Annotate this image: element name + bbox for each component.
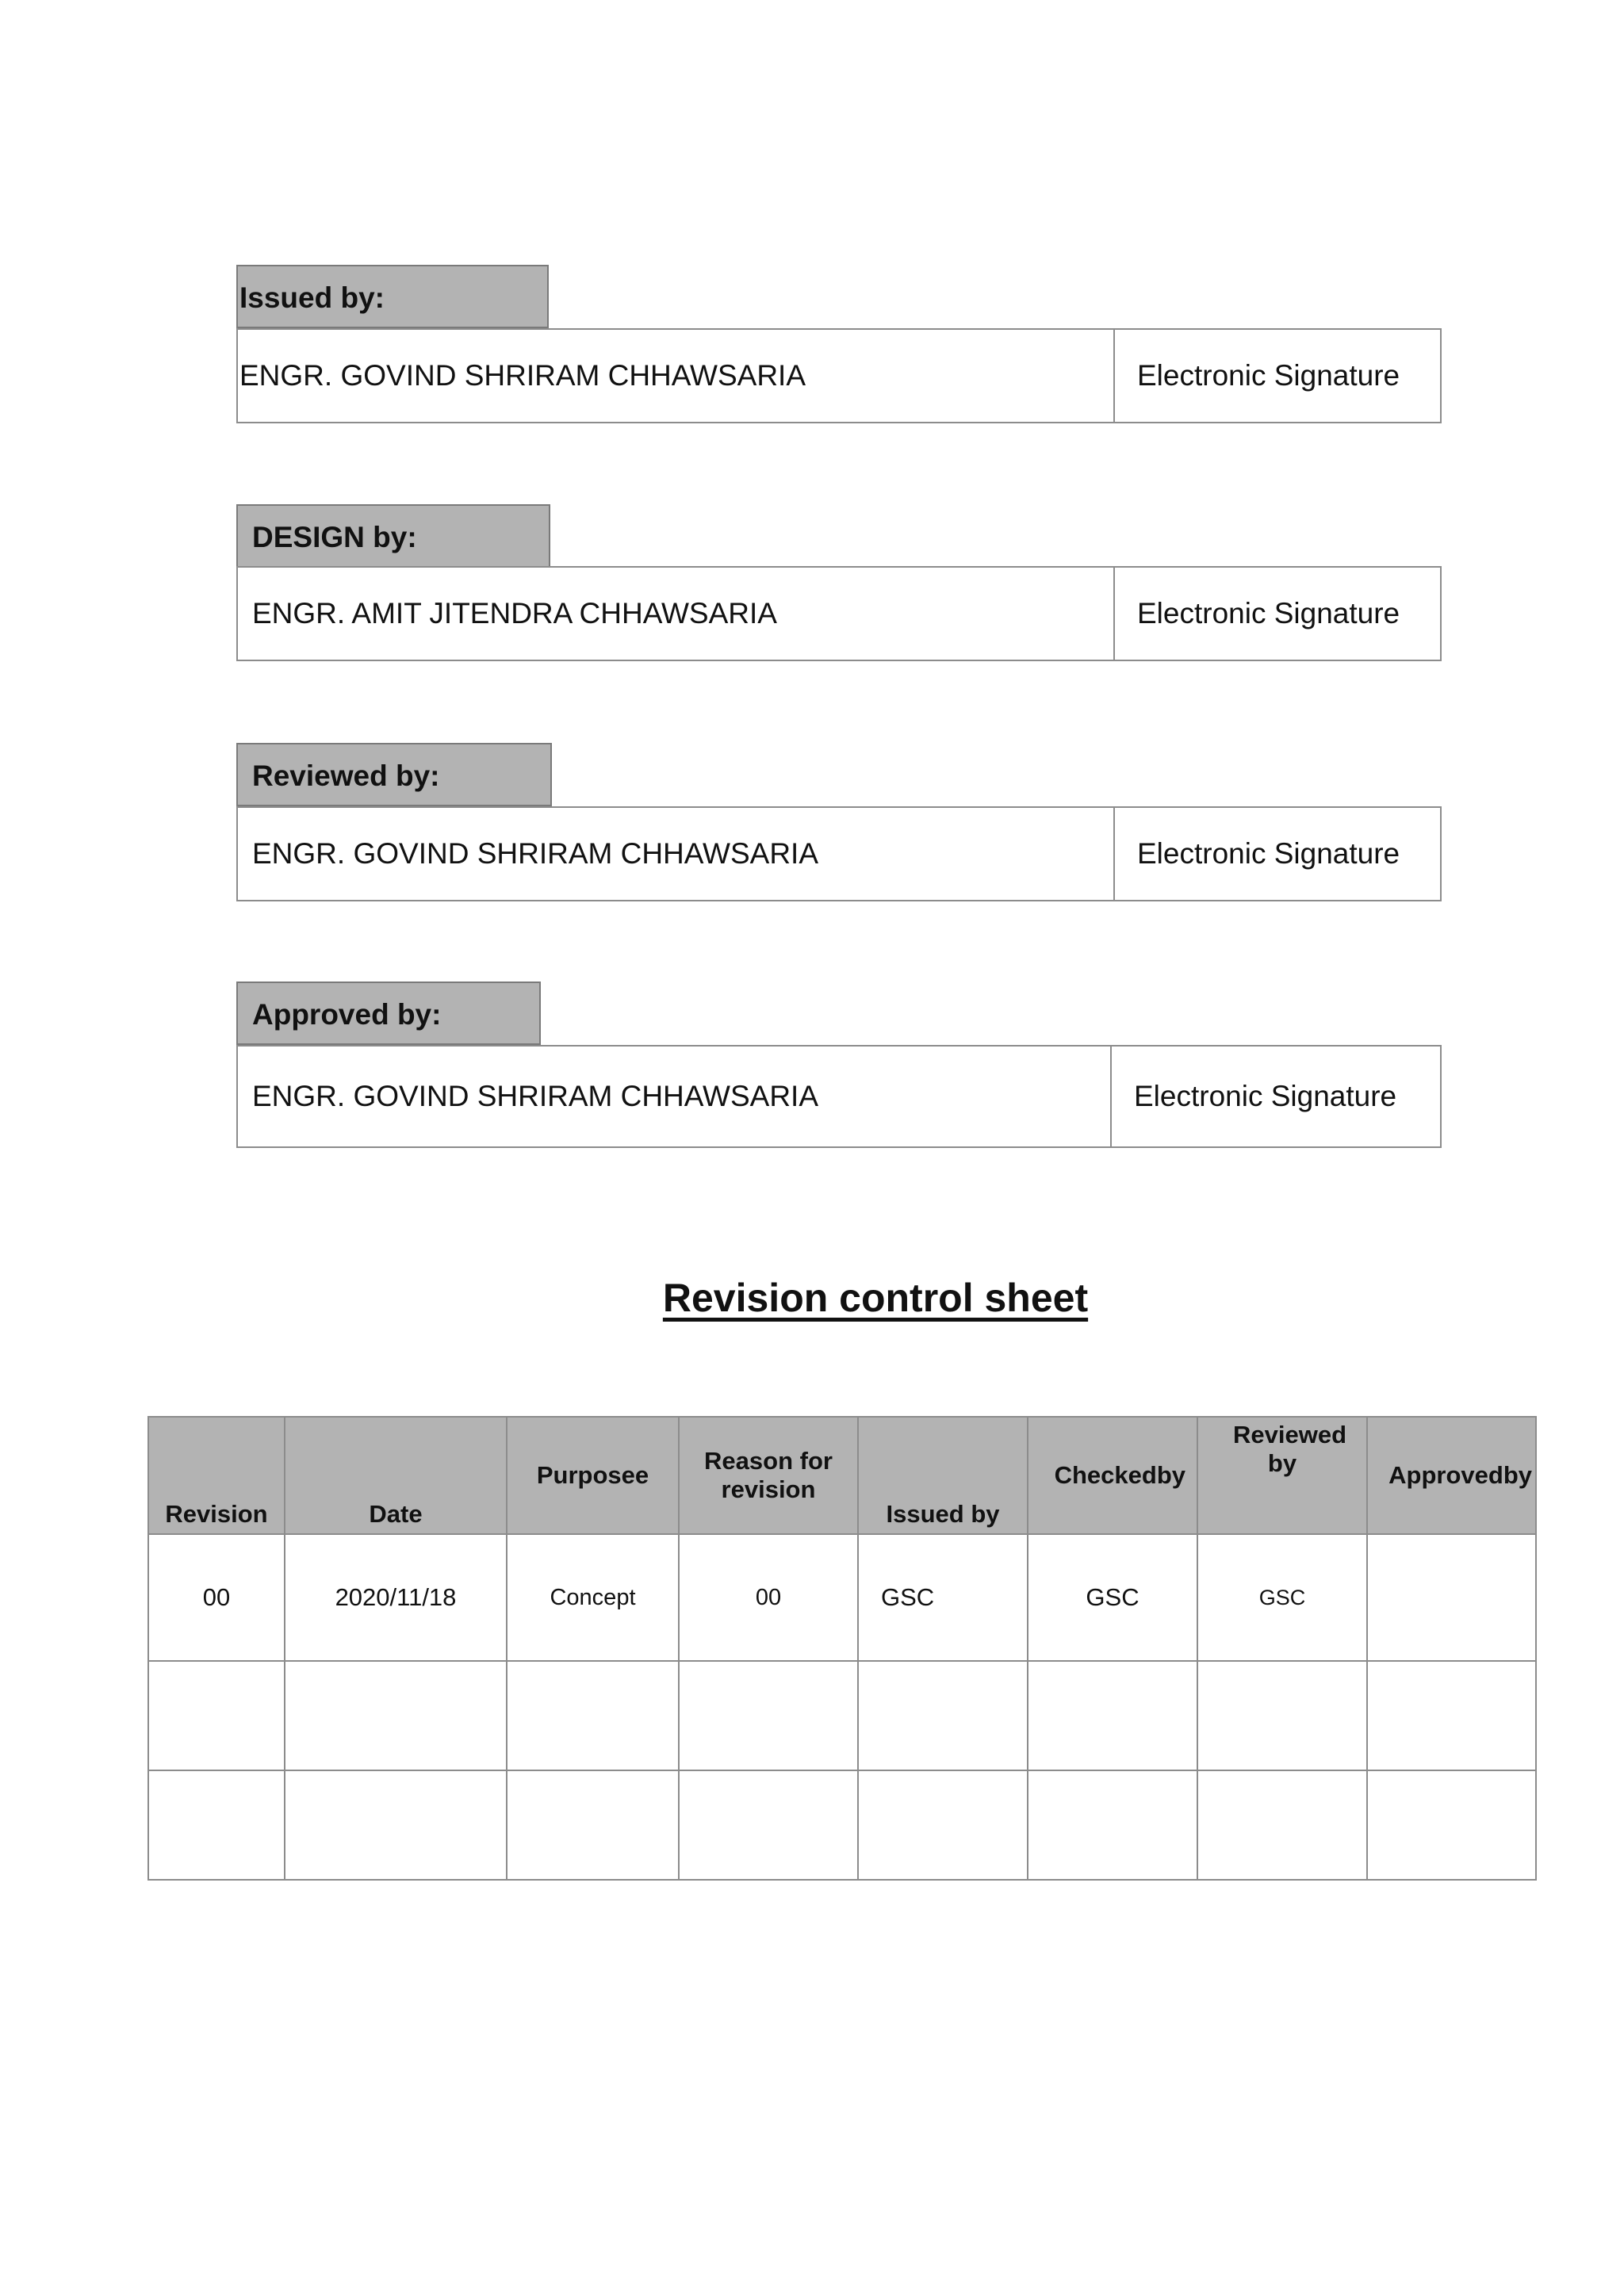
issued-by-name: ENGR. GOVIND SHRIRAM CHHAWSARIA	[238, 330, 1115, 422]
cell-revision	[148, 1661, 285, 1770]
table-row	[148, 1534, 1536, 1661]
revision-table-header	[148, 1417, 1536, 1534]
reviewed-by-name: ENGR. GOVIND SHRIRAM CHHAWSARIA	[238, 808, 1115, 900]
cell-reviewed-by	[1197, 1770, 1367, 1880]
reviewed-by-signature: Electronic Signature	[1137, 837, 1400, 870]
cell-checked-by	[1028, 1770, 1197, 1880]
header-purpose: Purposee	[507, 1417, 679, 1534]
cell-reason	[679, 1770, 858, 1880]
cell-reviewed-by	[1197, 1661, 1367, 1770]
design-by-signature: Electronic Signature	[1137, 597, 1400, 629]
header-revision: Revision	[148, 1417, 285, 1534]
design-by-label: DESIGN by:	[236, 504, 550, 568]
table-row	[148, 1661, 1536, 1770]
approved-by-label: Approved by:	[236, 982, 541, 1045]
cell-checked-by: GSC	[1028, 1534, 1197, 1661]
header-approved-by: Approvedby	[1367, 1417, 1536, 1534]
issued-by-label: Issued by:	[236, 265, 549, 328]
header-reviewed-by: Reviewed by	[1197, 1417, 1367, 1534]
cell-checked-by	[1028, 1661, 1197, 1770]
cell-date	[285, 1770, 507, 1880]
cell-date	[285, 1661, 507, 1770]
cell-purpose	[507, 1661, 679, 1770]
cell-purpose: Concept	[507, 1534, 679, 1661]
cell-issued-by	[858, 1770, 1028, 1880]
reviewed-by-label: Reviewed by:	[236, 743, 552, 806]
header-reason: Reason for revision	[679, 1417, 858, 1534]
reviewed-by-row	[236, 806, 1442, 901]
cell-issued-by: GSC	[858, 1534, 1028, 1661]
cell-purpose	[507, 1770, 679, 1880]
cell-date: 2020/11/18	[285, 1534, 507, 1661]
cell-revision	[148, 1770, 285, 1880]
cell-issued-by	[858, 1661, 1028, 1770]
cell-reviewed-by: GSC	[1197, 1534, 1367, 1661]
header-date: Date	[285, 1417, 507, 1534]
revision-control-title: Revision control sheet	[662, 1276, 1089, 1320]
cell-reason: 00	[679, 1534, 858, 1661]
revision-table	[147, 1416, 1537, 1881]
cell-approved-by	[1367, 1534, 1536, 1661]
design-by-name: ENGR. AMIT JITENDRA CHHAWSARIA	[238, 568, 1115, 660]
issued-by-row	[236, 328, 1442, 423]
cell-reason	[679, 1661, 858, 1770]
approved-by-row	[236, 1045, 1442, 1148]
cell-revision: 00	[148, 1534, 285, 1661]
table-row	[148, 1770, 1536, 1880]
approved-by-signature: Electronic Signature	[1134, 1080, 1397, 1112]
header-checked-by: Checkedby	[1028, 1417, 1197, 1534]
header-issued-by: Issued by	[858, 1417, 1028, 1534]
approved-by-name: ENGR. GOVIND SHRIRAM CHHAWSARIA	[238, 1047, 1112, 1146]
design-by-row	[236, 566, 1442, 661]
cell-approved-by	[1367, 1770, 1536, 1880]
issued-by-signature: Electronic Signature	[1137, 359, 1400, 392]
cell-approved-by	[1367, 1661, 1536, 1770]
